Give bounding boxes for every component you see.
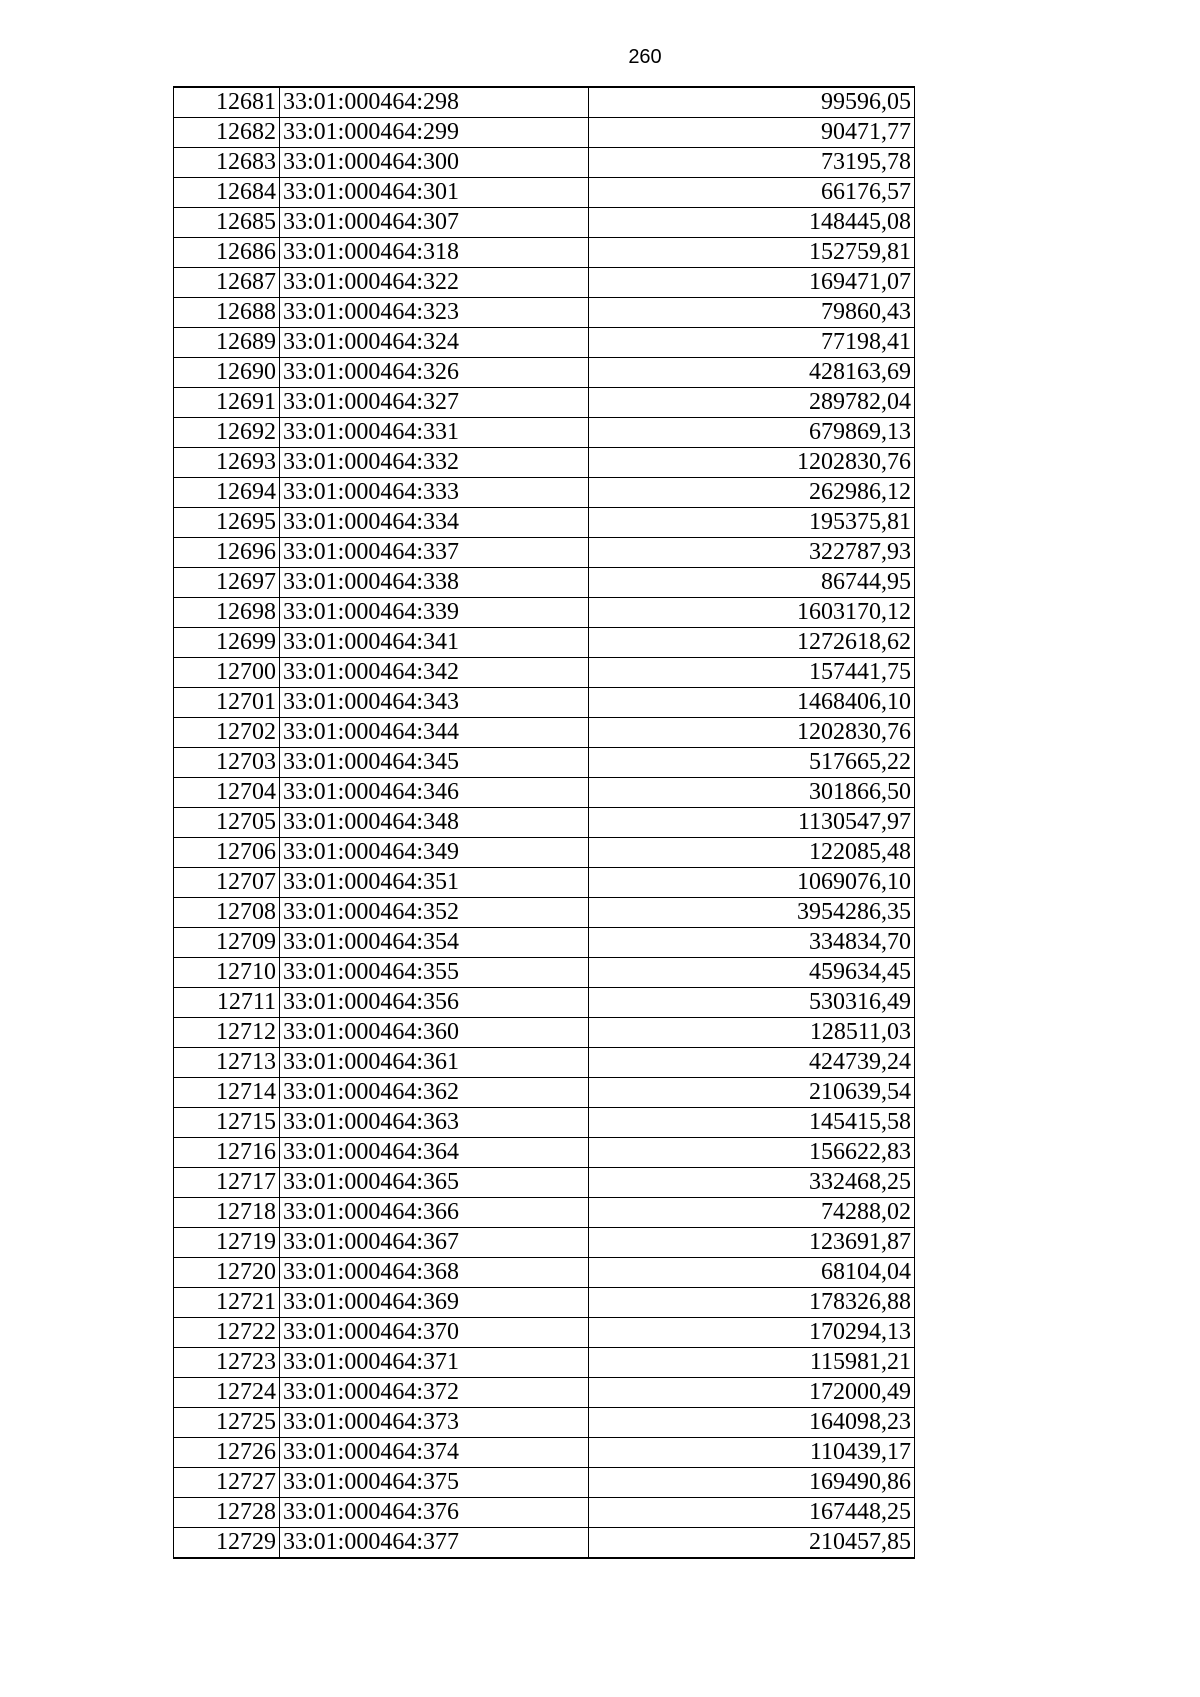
value-cell: 679869,13 [589,418,915,448]
value-cell: 1130547,97 [589,808,915,838]
value-cell: 156622,83 [589,1138,915,1168]
row-number-cell: 12706 [174,838,280,868]
cadastral-number-cell: 33:01:000464:331 [280,418,589,448]
value-cell: 172000,49 [589,1378,915,1408]
row-number-cell: 12694 [174,478,280,508]
row-number-cell: 12725 [174,1408,280,1438]
cadastral-number-cell: 33:01:000464:307 [280,208,589,238]
value-cell: 115981,21 [589,1348,915,1378]
table-row [174,478,915,508]
cadastral-number-cell: 33:01:000464:332 [280,448,589,478]
value-cell: 262986,12 [589,478,915,508]
value-cell: 459634,45 [589,958,915,988]
cadastral-number-cell: 33:01:000464:301 [280,178,589,208]
cadastral-number-cell: 33:01:000464:356 [280,988,589,1018]
table-row [174,328,915,358]
value-cell: 169471,07 [589,268,915,298]
row-number-cell: 12681 [174,87,280,118]
value-cell: 148445,08 [589,208,915,238]
cadastral-number-cell: 33:01:000464:299 [280,118,589,148]
table-row [174,238,915,268]
cadastral-number-cell: 33:01:000464:373 [280,1408,589,1438]
cadastral-number-cell: 33:01:000464:352 [280,898,589,928]
row-number-cell: 12703 [174,748,280,778]
row-number-cell: 12691 [174,388,280,418]
table-row [174,808,915,838]
cadastral-number-cell: 33:01:000464:333 [280,478,589,508]
row-number-cell: 12724 [174,1378,280,1408]
cadastral-number-cell: 33:01:000464:362 [280,1078,589,1108]
table-row [174,1378,915,1408]
cadastral-number-cell: 33:01:000464:364 [280,1138,589,1168]
value-cell: 1272618,62 [589,628,915,658]
cadastral-number-cell: 33:01:000464:366 [280,1198,589,1228]
table-row [174,1048,915,1078]
row-number-cell: 12719 [174,1228,280,1258]
cadastral-number-cell: 33:01:000464:346 [280,778,589,808]
value-cell: 210457,85 [589,1528,915,1559]
value-cell: 77198,41 [589,328,915,358]
table-body [174,87,915,1558]
value-cell: 169490,86 [589,1468,915,1498]
table-row [174,388,915,418]
cadastral-number-cell: 33:01:000464:338 [280,568,589,598]
value-cell: 145415,58 [589,1108,915,1138]
cadastral-number-cell: 33:01:000464:300 [280,148,589,178]
table-row [174,958,915,988]
row-number-cell: 12717 [174,1168,280,1198]
table-row [174,208,915,238]
table-row [174,898,915,928]
row-number-cell: 12693 [174,448,280,478]
row-number-cell: 12727 [174,1468,280,1498]
cadastral-number-cell: 33:01:000464:298 [280,87,589,118]
row-number-cell: 12716 [174,1138,280,1168]
row-number-cell: 12723 [174,1348,280,1378]
row-number-cell: 12715 [174,1108,280,1138]
value-cell: 301866,50 [589,778,915,808]
value-cell: 195375,81 [589,508,915,538]
value-cell: 178326,88 [589,1288,915,1318]
cadastral-number-cell: 33:01:000464:348 [280,808,589,838]
row-number-cell: 12683 [174,148,280,178]
row-number-cell: 12722 [174,1318,280,1348]
value-cell: 1202830,76 [589,448,915,478]
table-row [174,418,915,448]
table-row [174,1498,915,1528]
row-number-cell: 12721 [174,1288,280,1318]
table-row [174,448,915,478]
row-number-cell: 12695 [174,508,280,538]
table-row [174,1468,915,1498]
cadastral-number-cell: 33:01:000464:355 [280,958,589,988]
row-number-cell: 12707 [174,868,280,898]
table-row [174,508,915,538]
cadastral-number-cell: 33:01:000464:342 [280,658,589,688]
cadastral-number-cell: 33:01:000464:370 [280,1318,589,1348]
cadastral-number-cell: 33:01:000464:351 [280,868,589,898]
table-row [174,87,915,118]
table-row [174,148,915,178]
cadastral-number-cell: 33:01:000464:360 [280,1018,589,1048]
cadastral-number-cell: 33:01:000464:339 [280,598,589,628]
table-row [174,268,915,298]
table-row [174,598,915,628]
row-number-cell: 12697 [174,568,280,598]
row-number-cell: 12713 [174,1048,280,1078]
value-cell: 322787,93 [589,538,915,568]
cadastral-number-cell: 33:01:000464:334 [280,508,589,538]
table-row [174,1408,915,1438]
cadastral-number-cell: 33:01:000464:344 [280,718,589,748]
row-number-cell: 12684 [174,178,280,208]
row-number-cell: 12714 [174,1078,280,1108]
row-number-cell: 12712 [174,1018,280,1048]
row-number-cell: 12728 [174,1498,280,1528]
table-row [174,688,915,718]
row-number-cell: 12720 [174,1258,280,1288]
cadastral-number-cell: 33:01:000464:361 [280,1048,589,1078]
cadastral-number-cell: 33:01:000464:318 [280,238,589,268]
table-row [174,358,915,388]
row-number-cell: 12718 [174,1198,280,1228]
table-row [174,748,915,778]
cadastral-number-cell: 33:01:000464:367 [280,1228,589,1258]
page-number: 260 [628,46,662,68]
table-row [174,178,915,208]
cadastral-number-cell: 33:01:000464:322 [280,268,589,298]
row-number-cell: 12686 [174,238,280,268]
cadastral-number-cell: 33:01:000464:326 [280,358,589,388]
value-cell: 424739,24 [589,1048,915,1078]
row-number-cell: 12682 [174,118,280,148]
value-cell: 170294,13 [589,1318,915,1348]
value-cell: 152759,81 [589,238,915,268]
table-row [174,1348,915,1378]
cadastral-number-cell: 33:01:000464:349 [280,838,589,868]
row-number-cell: 12689 [174,328,280,358]
value-cell: 1202830,76 [589,718,915,748]
cadastral-number-cell: 33:01:000464:363 [280,1108,589,1138]
row-number-cell: 12687 [174,268,280,298]
value-cell: 110439,17 [589,1438,915,1468]
table-row [174,928,915,958]
value-cell: 428163,69 [589,358,915,388]
cadastral-number-cell: 33:01:000464:327 [280,388,589,418]
cadastral-number-cell: 33:01:000464:365 [280,1168,589,1198]
table-row [174,1168,915,1198]
value-cell: 90471,77 [589,118,915,148]
row-number-cell: 12688 [174,298,280,328]
cadastral-number-cell: 33:01:000464:374 [280,1438,589,1468]
value-cell: 332468,25 [589,1168,915,1198]
row-number-cell: 12698 [174,598,280,628]
table-row [174,1228,915,1258]
table-row [174,538,915,568]
table-row [174,868,915,898]
row-number-cell: 12705 [174,808,280,838]
value-cell: 167448,25 [589,1498,915,1528]
row-number-cell: 12726 [174,1438,280,1468]
row-number-cell: 12696 [174,538,280,568]
row-number-cell: 12711 [174,988,280,1018]
cadastral-number-cell: 33:01:000464:337 [280,538,589,568]
table-row [174,568,915,598]
row-number-cell: 12701 [174,688,280,718]
value-cell: 517665,22 [589,748,915,778]
value-cell: 289782,04 [589,388,915,418]
value-cell: 157441,75 [589,658,915,688]
value-cell: 122085,48 [589,838,915,868]
row-number-cell: 12729 [174,1528,280,1559]
value-cell: 210639,54 [589,1078,915,1108]
value-cell: 68104,04 [589,1258,915,1288]
value-cell: 99596,05 [589,87,915,118]
cadastral-number-cell: 33:01:000464:343 [280,688,589,718]
table-row [174,1078,915,1108]
table-row [174,1138,915,1168]
cadastral-value-table [173,86,915,1559]
table-row [174,838,915,868]
table-row [174,1198,915,1228]
value-cell: 1468406,10 [589,688,915,718]
value-cell: 1603170,12 [589,598,915,628]
cadastral-number-cell: 33:01:000464:369 [280,1288,589,1318]
row-number-cell: 12710 [174,958,280,988]
row-number-cell: 12709 [174,928,280,958]
cadastral-number-cell: 33:01:000464:368 [280,1258,589,1288]
table-row [174,298,915,328]
value-cell: 66176,57 [589,178,915,208]
cadastral-number-cell: 33:01:000464:354 [280,928,589,958]
row-number-cell: 12685 [174,208,280,238]
table-row [174,1018,915,1048]
row-number-cell: 12692 [174,418,280,448]
value-cell: 334834,70 [589,928,915,958]
value-cell: 530316,49 [589,988,915,1018]
value-cell: 123691,87 [589,1228,915,1258]
cadastral-number-cell: 33:01:000464:324 [280,328,589,358]
table-row [174,658,915,688]
table-row [174,1288,915,1318]
value-cell: 79860,43 [589,298,915,328]
cadastral-number-cell: 33:01:000464:372 [280,1378,589,1408]
table-row [174,1108,915,1138]
table-row [174,1318,915,1348]
value-cell: 73195,78 [589,148,915,178]
table-row [174,1528,915,1559]
table-row [174,1438,915,1468]
value-cell: 74288,02 [589,1198,915,1228]
value-cell: 3954286,35 [589,898,915,928]
table-row [174,118,915,148]
cadastral-number-cell: 33:01:000464:377 [280,1528,589,1559]
table-row [174,778,915,808]
cadastral-number-cell: 33:01:000464:323 [280,298,589,328]
cadastral-number-cell: 33:01:000464:375 [280,1468,589,1498]
value-cell: 128511,03 [589,1018,915,1048]
value-cell: 86744,95 [589,568,915,598]
row-number-cell: 12699 [174,628,280,658]
table-row [174,1258,915,1288]
cadastral-number-cell: 33:01:000464:376 [280,1498,589,1528]
table-row [174,718,915,748]
table-row [174,988,915,1018]
value-cell: 164098,23 [589,1408,915,1438]
cadastral-number-cell: 33:01:000464:345 [280,748,589,778]
value-cell: 1069076,10 [589,868,915,898]
row-number-cell: 12704 [174,778,280,808]
row-number-cell: 12700 [174,658,280,688]
cadastral-number-cell: 33:01:000464:371 [280,1348,589,1378]
row-number-cell: 12702 [174,718,280,748]
cadastral-number-cell: 33:01:000464:341 [280,628,589,658]
row-number-cell: 12708 [174,898,280,928]
table-row [174,628,915,658]
row-number-cell: 12690 [174,358,280,388]
